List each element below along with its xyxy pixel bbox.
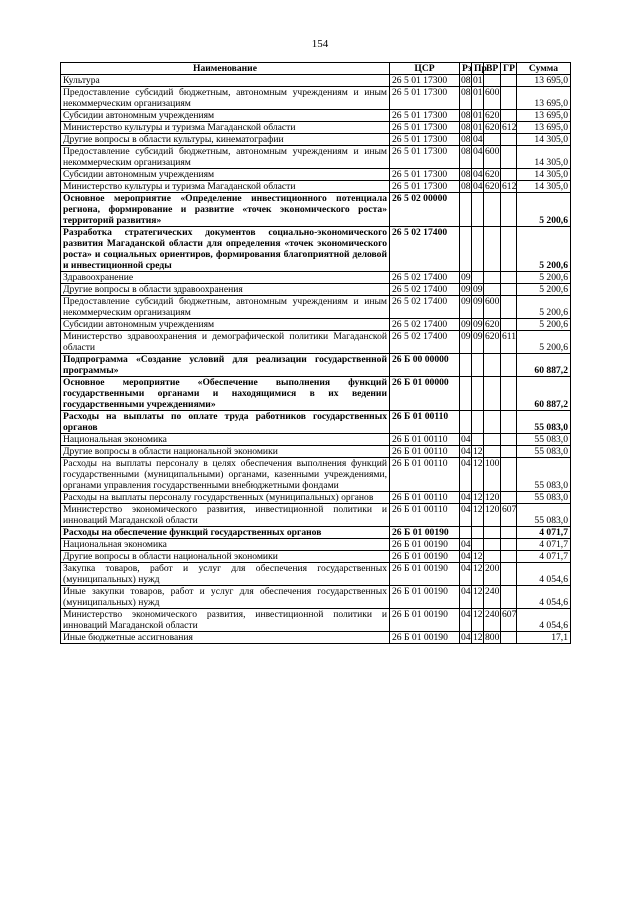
cell-name: Другие вопросы в области здравоохранения [61, 284, 390, 296]
cell-csr: 26 Б 01 00190 [390, 527, 460, 539]
cell-sum: 4 071,7 [517, 527, 571, 539]
cell-name: Национальная экономика [61, 539, 390, 551]
table-row [61, 110, 571, 122]
cell-pr: 04 [473, 181, 483, 192]
cell-csr: 26 5 02 17400 [390, 331, 460, 354]
table-row [61, 377, 571, 411]
cell-rz: 09 [461, 272, 471, 283]
cell-name: Закупка товаров, работ и услуг для обеспечения государственных (муниципальных) нужд [61, 563, 390, 586]
cell-sum: 55 083,0 [517, 458, 571, 492]
cell-rz: 08 [460, 87, 472, 110]
cell-sum: 5 200,6 [517, 227, 571, 272]
cell-pr: 12 [473, 632, 483, 643]
cell-name: Расходы на обеспечение функций государственных органов [61, 527, 390, 539]
cell-pr: 12 [472, 504, 484, 527]
cell-vr: 240 [484, 586, 501, 609]
cell-vr: 620 [485, 319, 500, 330]
cell-pr [472, 272, 484, 284]
table-row [61, 492, 571, 504]
cell-rz: 04 [460, 504, 472, 527]
cell-sum: 5 200,6 [517, 319, 571, 331]
cell-sum: 5 200,6 [517, 272, 571, 284]
cell-rz: 09 [460, 331, 472, 354]
cell-sum: 5 200,6 [517, 284, 571, 296]
page-number: 154 [311, 38, 329, 50]
table-row [61, 411, 571, 434]
cell-pr [472, 377, 484, 411]
cell-name: Расходы на выплаты персоналу государственных (муниципальных) органов [61, 492, 390, 504]
cell-name: Иные закупки товаров, работ и услуг для обеспечения государственных (муниципальных) нужд [61, 586, 390, 609]
cell-csr: 26 Б 01 00110 [390, 492, 460, 504]
cell-rz: 04 [460, 586, 472, 609]
cell-vr: 200 [484, 563, 501, 586]
cell-gr: 607 [501, 609, 517, 632]
cell-gr [501, 110, 517, 122]
cell-csr: 26 Б 01 00190 [390, 539, 460, 551]
cell-sum: 14 305,0 [517, 169, 571, 181]
cell-pr: 09 [472, 331, 484, 354]
cell-vr [484, 134, 501, 146]
cell-sum: 14 305,0 [517, 146, 571, 169]
cell-sum: 13 695,0 [517, 122, 571, 134]
cell-vr: 600 [484, 296, 501, 319]
cell-vr [484, 272, 501, 284]
header-sum: Сумма [517, 63, 571, 75]
cell-pr: 12 [472, 586, 484, 609]
cell-name: Национальная экономика [61, 434, 390, 446]
cell-csr: 26 Б 01 00190 [390, 609, 460, 632]
cell-pr: 12 [472, 563, 484, 586]
table-row [61, 296, 571, 319]
cell-name: Расходы на выплаты персоналу в целях обеспечения выполнения функций государственными (муниципальными) органами, казенными учреждениями, органами управления государственными внебюджетными фондами [61, 458, 390, 492]
table-header-row [61, 63, 571, 75]
table-row [61, 504, 571, 527]
cell-name: Подпрограмма «Создание условий для реализации государственной программы» [61, 354, 390, 377]
table-row [61, 87, 571, 110]
cell-vr [484, 377, 501, 411]
cell-vr [484, 446, 501, 458]
table-row [61, 319, 571, 331]
cell-name: Культура [61, 75, 390, 87]
header-gr: ГР [501, 63, 517, 75]
header-rz: Рз [460, 63, 472, 75]
cell-pr [472, 227, 484, 272]
cell-rz: 04 [461, 434, 471, 445]
cell-pr [472, 354, 484, 377]
cell-sum: 4 054,6 [517, 609, 571, 632]
cell-gr: 612 [502, 181, 517, 192]
table-row [61, 193, 571, 227]
cell-pr: 09 [473, 284, 483, 295]
cell-gr [501, 446, 517, 458]
table-row [61, 122, 571, 134]
cell-csr: 26 Б 01 00000 [390, 377, 460, 411]
cell-vr [484, 227, 501, 272]
table-row [61, 169, 571, 181]
cell-vr: 620 [485, 169, 500, 180]
cell-gr [501, 539, 517, 551]
cell-name: Здравоохранение [61, 272, 390, 284]
cell-csr: 26 5 02 17400 [390, 319, 460, 331]
cell-rz [460, 411, 472, 434]
cell-gr [501, 134, 517, 146]
cell-csr: 26 Б 01 00110 [390, 446, 460, 458]
cell-csr: 26 5 02 17400 [390, 284, 460, 296]
cell-sum: 55 083,0 [517, 434, 571, 446]
cell-vr [484, 527, 501, 539]
cell-csr: 26 Б 00 00000 [390, 354, 460, 377]
cell-rz: 04 [461, 446, 471, 457]
cell-csr: 26 5 01 17300 [390, 75, 460, 87]
cell-csr: 26 5 02 17400 [390, 272, 460, 284]
table-row [61, 354, 571, 377]
cell-gr [501, 527, 517, 539]
cell-sum: 13 695,0 [517, 110, 571, 122]
table-row [61, 331, 571, 354]
cell-name: Другие вопросы в области культуры, кинематографии [61, 134, 390, 146]
cell-vr [484, 284, 501, 296]
cell-rz: 04 [460, 609, 472, 632]
cell-pr: 09 [472, 296, 484, 319]
cell-csr: 26 Б 01 00110 [390, 504, 460, 527]
table-row [61, 146, 571, 169]
cell-rz: 08 [460, 146, 472, 169]
cell-sum: 60 887,2 [517, 377, 571, 411]
cell-gr [501, 319, 517, 331]
cell-name: Министерство культуры и туризма Магаданской области [61, 122, 390, 134]
table-row [61, 446, 571, 458]
cell-vr [484, 434, 501, 446]
cell-gr [501, 492, 517, 504]
cell-pr: 01 [473, 110, 483, 121]
cell-name: Основное мероприятие «Обеспечение выполнения функций государственными органами и находящимися в их ведении государственными учреждениями» [61, 377, 390, 411]
table-row [61, 181, 571, 193]
cell-gr [501, 296, 517, 319]
cell-gr [501, 227, 517, 272]
cell-rz: 09 [460, 296, 472, 319]
cell-pr [472, 527, 484, 539]
cell-pr: 12 [473, 446, 483, 457]
cell-csr: 26 Б 01 00190 [390, 632, 460, 644]
cell-name: Иные бюджетные ассигнования [61, 632, 390, 644]
cell-name: Другие вопросы в области национальной экономики [61, 446, 390, 458]
cell-pr: 04 [472, 146, 484, 169]
table-row [61, 272, 571, 284]
cell-rz: 04 [460, 458, 472, 492]
cell-gr [501, 272, 517, 284]
table-row [61, 134, 571, 146]
table-row [61, 632, 571, 644]
cell-csr: 26 Б 01 00110 [390, 458, 460, 492]
cell-sum: 5 200,6 [517, 193, 571, 227]
cell-rz: 09 [461, 319, 471, 330]
cell-vr: 620 [485, 122, 500, 133]
cell-sum: 4 071,7 [517, 551, 571, 563]
header-vr: ВР [484, 63, 501, 75]
cell-vr: 620 [485, 181, 500, 192]
cell-pr [472, 434, 484, 446]
cell-pr: 12 [472, 458, 484, 492]
cell-pr [472, 193, 484, 227]
cell-rz: 08 [461, 75, 471, 86]
cell-sum: 13 695,0 [517, 75, 571, 87]
cell-gr: 612 [502, 122, 517, 133]
cell-csr: 26 Б 01 00110 [390, 434, 460, 446]
cell-name: Предоставление субсидий бюджетным, автономным учреждениям и иным некоммерческим организациям [61, 146, 390, 169]
cell-rz: 04 [461, 551, 471, 562]
cell-csr: 26 5 01 17300 [390, 134, 460, 146]
cell-name: Субсидии автономным учреждениям [61, 110, 390, 122]
cell-pr: 01 [473, 122, 483, 133]
cell-rz: 04 [461, 539, 471, 550]
cell-gr [501, 169, 517, 181]
cell-pr: 01 [473, 75, 483, 86]
table-row [61, 609, 571, 632]
cell-name: Предоставление субсидий бюджетным, автономным учреждениям и иным некоммерческим организациям [61, 296, 390, 319]
table-row [61, 527, 571, 539]
cell-vr: 600 [484, 146, 501, 169]
cell-sum: 4 054,6 [517, 586, 571, 609]
cell-sum: 55 083,0 [517, 446, 571, 458]
cell-sum: 14 305,0 [517, 134, 571, 146]
cell-rz [460, 527, 472, 539]
cell-name: Министерство культуры и туризма Магаданской области [61, 181, 390, 193]
table-row [61, 284, 571, 296]
cell-rz [460, 193, 472, 227]
cell-csr: 26 Б 01 00190 [390, 551, 460, 563]
cell-gr: 607 [501, 504, 517, 527]
cell-rz: 08 [461, 181, 471, 192]
cell-gr [501, 146, 517, 169]
cell-name: Субсидии автономным учреждениям [61, 169, 390, 181]
cell-gr [501, 586, 517, 609]
cell-name: Основное мероприятие «Определение инвестиционного потенциала региона, формирование и развитие «точек экономического роста» территорий развития» [61, 193, 390, 227]
cell-csr: 26 5 02 17400 [390, 296, 460, 319]
cell-gr [501, 354, 517, 377]
cell-name: Субсидии автономным учреждениям [61, 319, 390, 331]
table-row [61, 563, 571, 586]
cell-vr: 800 [485, 632, 500, 643]
cell-rz: 04 [461, 492, 471, 503]
cell-vr: 240 [484, 609, 501, 632]
cell-pr [472, 411, 484, 434]
cell-name: Министерство экономического развития, инвестиционной политики и инноваций Магаданской области [61, 504, 390, 527]
cell-gr [501, 193, 517, 227]
cell-rz: 08 [461, 110, 471, 121]
table-row [61, 227, 571, 272]
cell-csr: 26 5 01 17300 [390, 181, 460, 193]
cell-name: Министерство здравоохранения и демографической политики Магаданской области [61, 331, 390, 354]
cell-vr [484, 193, 501, 227]
cell-csr: 26 5 01 17300 [390, 110, 460, 122]
cell-vr: 600 [484, 87, 501, 110]
cell-csr: 26 5 01 17300 [390, 122, 460, 134]
cell-csr: 26 5 02 00000 [390, 193, 460, 227]
cell-pr: 12 [473, 551, 483, 562]
cell-csr: 26 Б 01 00110 [390, 411, 460, 434]
cell-sum: 4 071,7 [517, 539, 571, 551]
cell-vr [484, 354, 501, 377]
cell-pr: 09 [473, 319, 483, 330]
cell-name: Министерство экономического развития, инвестиционной политики и инноваций Магаданской области [61, 609, 390, 632]
cell-vr: 120 [484, 504, 501, 527]
cell-vr: 620 [485, 110, 500, 121]
cell-pr [472, 539, 484, 551]
cell-name: Другие вопросы в области национальной экономики [61, 551, 390, 563]
cell-rz: 08 [461, 122, 471, 133]
cell-rz: 09 [461, 284, 471, 295]
cell-gr [501, 458, 517, 492]
cell-vr: 620 [484, 331, 501, 354]
cell-gr [501, 284, 517, 296]
cell-csr: 26 Б 01 00190 [390, 563, 460, 586]
cell-rz: 08 [461, 134, 471, 145]
cell-name: Расходы на выплаты по оплате труда работников государственных органов [61, 411, 390, 434]
budget-table [60, 62, 571, 644]
cell-pr: 01 [472, 87, 484, 110]
header-csr: ЦСР [390, 63, 460, 75]
table-row [61, 551, 571, 563]
cell-vr [484, 551, 501, 563]
cell-rz: 08 [461, 169, 471, 180]
cell-name: Предоставление субсидий бюджетным, автономным учреждениям и иным некоммерческим организациям [61, 87, 390, 110]
cell-sum: 4 054,6 [517, 563, 571, 586]
cell-sum: 55 083,0 [517, 411, 571, 434]
cell-gr [501, 563, 517, 586]
cell-vr: 100 [484, 458, 501, 492]
cell-gr [501, 377, 517, 411]
cell-gr: 611 [501, 331, 517, 354]
cell-sum: 14 305,0 [517, 181, 571, 193]
table-row [61, 539, 571, 551]
cell-vr [484, 75, 501, 87]
cell-gr [501, 632, 517, 644]
cell-pr: 04 [473, 169, 483, 180]
cell-gr [501, 434, 517, 446]
cell-vr [484, 539, 501, 551]
cell-name: Разработка стратегических документов социально-экономического развития Магаданской области для определения «точек экономического роста» и социальных ориентиров, формирования благоприятной деловой и инвестиционной среды [61, 227, 390, 272]
cell-rz [460, 354, 472, 377]
cell-gr [501, 75, 517, 87]
cell-rz [460, 227, 472, 272]
header-name: Наименование [61, 63, 390, 75]
cell-csr: 26 5 01 17300 [390, 87, 460, 110]
cell-sum: 55 083,0 [517, 492, 571, 504]
cell-rz [460, 377, 472, 411]
cell-sum: 60 887,2 [517, 354, 571, 377]
cell-csr: 26 5 01 17300 [390, 146, 460, 169]
table-row [61, 586, 571, 609]
table-row [61, 434, 571, 446]
cell-sum: 5 200,6 [517, 331, 571, 354]
cell-gr [501, 411, 517, 434]
cell-vr [484, 411, 501, 434]
cell-csr: 26 Б 01 00190 [390, 586, 460, 609]
header-pr: Пр [472, 63, 484, 75]
table-row [61, 458, 571, 492]
cell-rz: 04 [460, 563, 472, 586]
cell-sum: 13 695,0 [517, 87, 571, 110]
cell-pr: 04 [473, 134, 483, 145]
cell-sum: 17,1 [517, 632, 571, 644]
cell-pr: 12 [473, 492, 483, 503]
cell-rz: 04 [461, 632, 471, 643]
cell-vr: 120 [485, 492, 500, 503]
cell-csr: 26 5 02 17400 [390, 227, 460, 272]
cell-gr [501, 87, 517, 110]
cell-sum: 55 083,0 [517, 504, 571, 527]
cell-gr [501, 551, 517, 563]
cell-pr: 12 [472, 609, 484, 632]
table-row [61, 75, 571, 87]
cell-csr: 26 5 01 17300 [390, 169, 460, 181]
cell-sum: 5 200,6 [517, 296, 571, 319]
